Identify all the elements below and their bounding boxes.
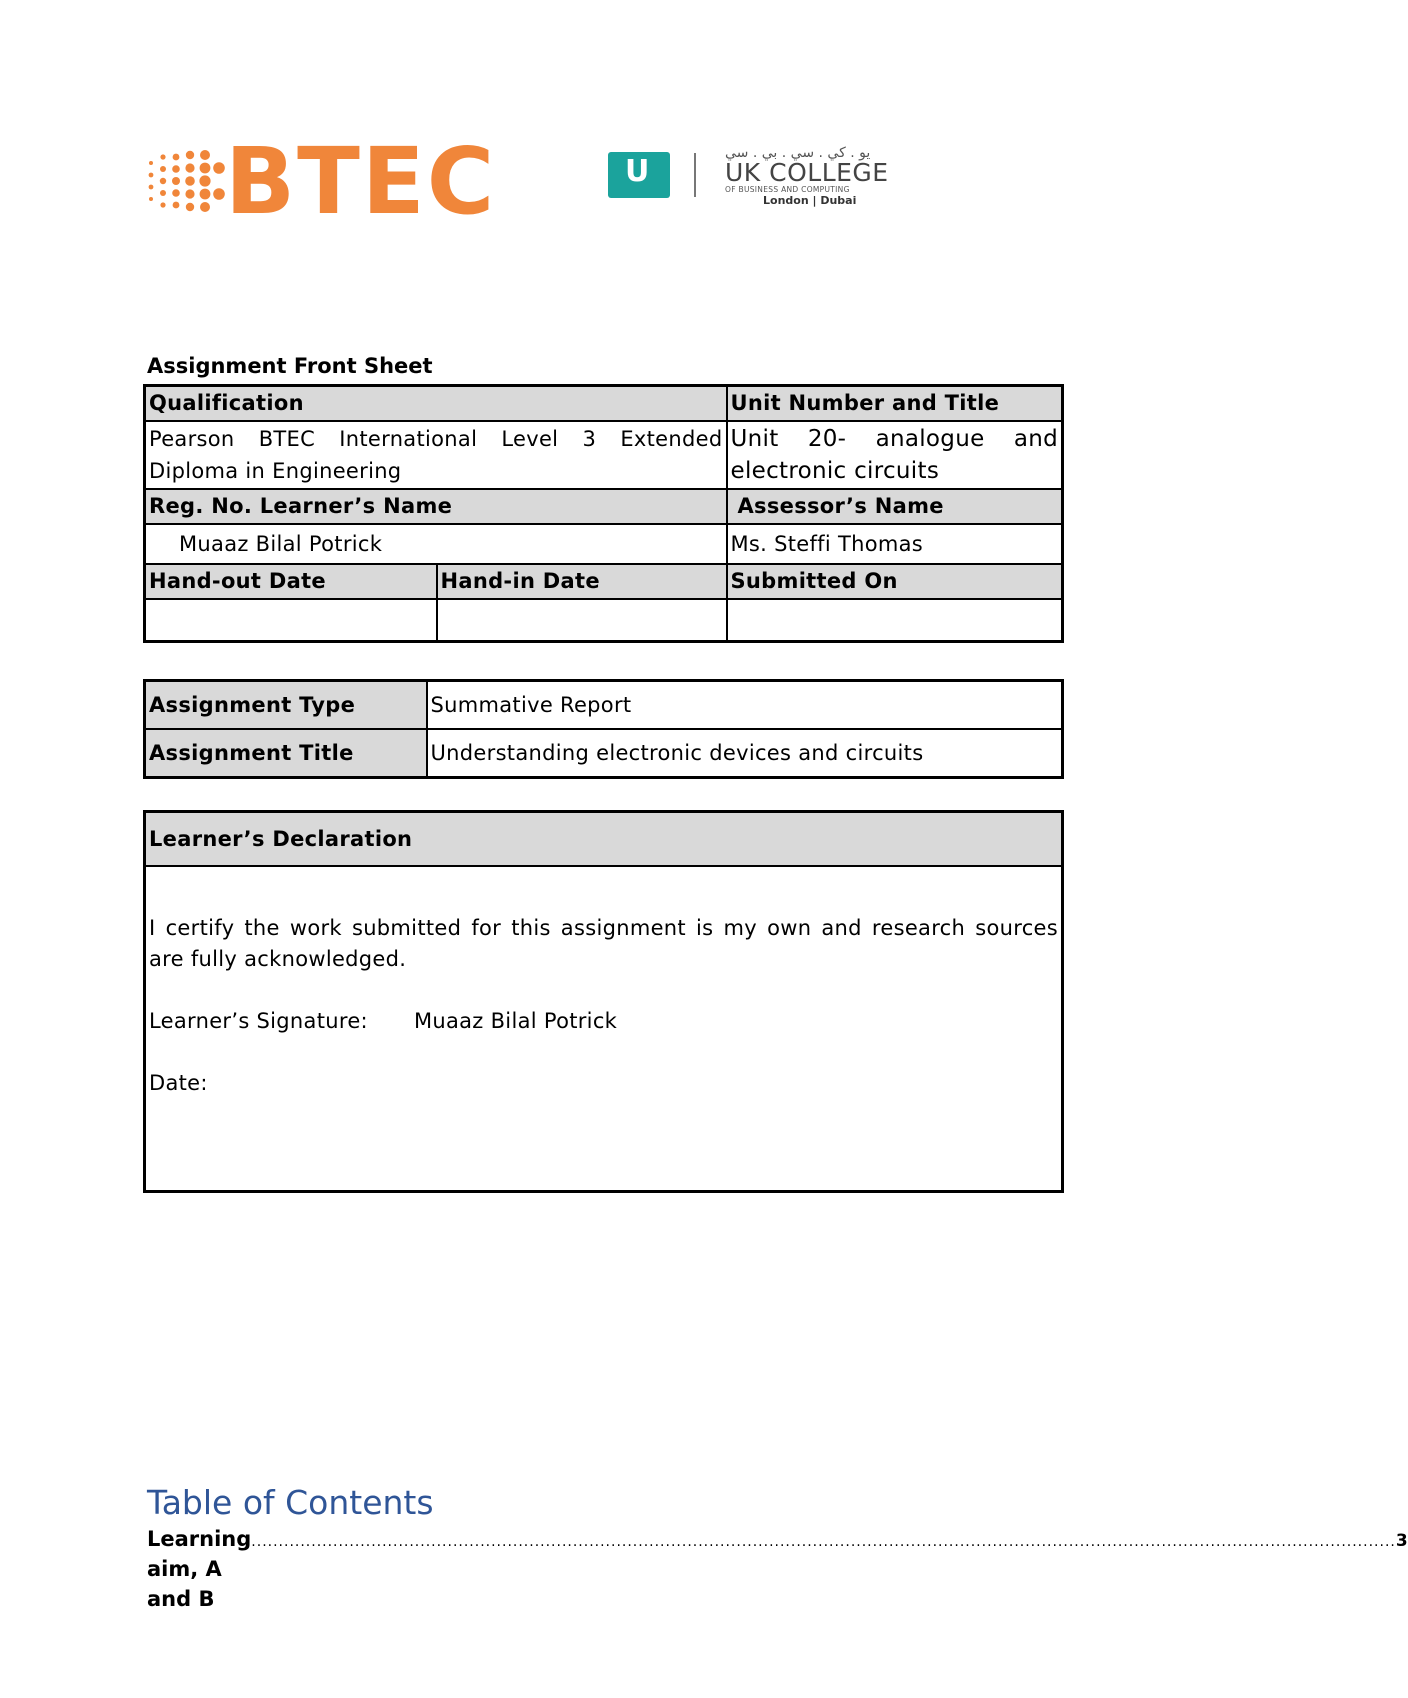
declaration-table	[143, 810, 1064, 1193]
qualification-label: Qualification	[145, 386, 727, 422]
unit-value: Unit 20- analogue and electronic circuits	[727, 421, 1063, 489]
assessor-name: Ms. Steffi Thomas	[727, 524, 1063, 564]
assignment-type-value: Summative Report	[427, 681, 1063, 730]
assessor-label: Assessor’s Name	[727, 489, 1063, 524]
handout-date-label: Hand-out Date	[145, 564, 437, 599]
uk-college-arabic: يو . كي . سي . بي . سي	[725, 145, 871, 161]
btec-dots-icon	[145, 147, 227, 219]
toc-title: Table of Contents	[147, 1483, 434, 1522]
logo-divider	[694, 153, 696, 197]
assignment-title-label: Assignment Title	[145, 729, 427, 778]
toc-leader-dots: ..................................................................................................................................................................................................................	[251, 1534, 1396, 1550]
unit-label: Unit Number and Title	[727, 386, 1063, 422]
qualification-value: Pearson BTEC International Level 3 Extended Diploma in Engineering	[145, 421, 727, 489]
uk-college-badge-icon: U	[608, 152, 670, 198]
signature-label: Learner’s Signature:	[149, 1009, 368, 1033]
declaration-body	[145, 866, 1063, 1192]
learner-name: Muaaz Bilal Potrick	[145, 524, 727, 564]
declaration-statement: I certify the work submitted for this assignment is my own and research sources are fully acknowledged.	[149, 916, 1058, 971]
uk-college-location: London | Dubai	[763, 194, 857, 207]
btec-logo-text: BTEC	[225, 128, 497, 235]
date-label: Date:	[149, 1071, 208, 1095]
submitted-on-value	[727, 599, 1063, 642]
handout-date-value	[145, 599, 437, 642]
sheet-title: Assignment Front Sheet	[147, 354, 433, 378]
declaration-header: Learner’s Declaration	[145, 812, 1063, 867]
assignment-type-label: Assignment Type	[145, 681, 427, 730]
uk-college-logo	[725, 145, 945, 208]
toc-entry-label[interactable]: Learning aim, A and B	[147, 1527, 252, 1611]
uk-college-tagline: OF BUSINESS AND COMPUTING	[725, 185, 850, 194]
front-sheet-table	[143, 384, 1064, 643]
handin-date-value	[437, 599, 727, 642]
signature-value: Muaaz Bilal Potrick	[413, 1009, 618, 1033]
reg-learner-label: Reg. No. Learner’s Name	[145, 489, 727, 524]
signature-line	[149, 1006, 1058, 1037]
toc-entry-page[interactable]: 3	[1395, 1531, 1408, 1551]
handin-date-label: Hand-in Date	[437, 564, 727, 599]
assignment-title-value: Understanding electronic devices and circuits	[427, 729, 1063, 778]
toc-entry[interactable]	[147, 1524, 1408, 1614]
assignment-table	[143, 679, 1064, 779]
header-logos	[145, 128, 935, 235]
submitted-on-label: Submitted On	[727, 564, 1063, 599]
uk-college-name: UK COLLEGE	[725, 158, 889, 187]
